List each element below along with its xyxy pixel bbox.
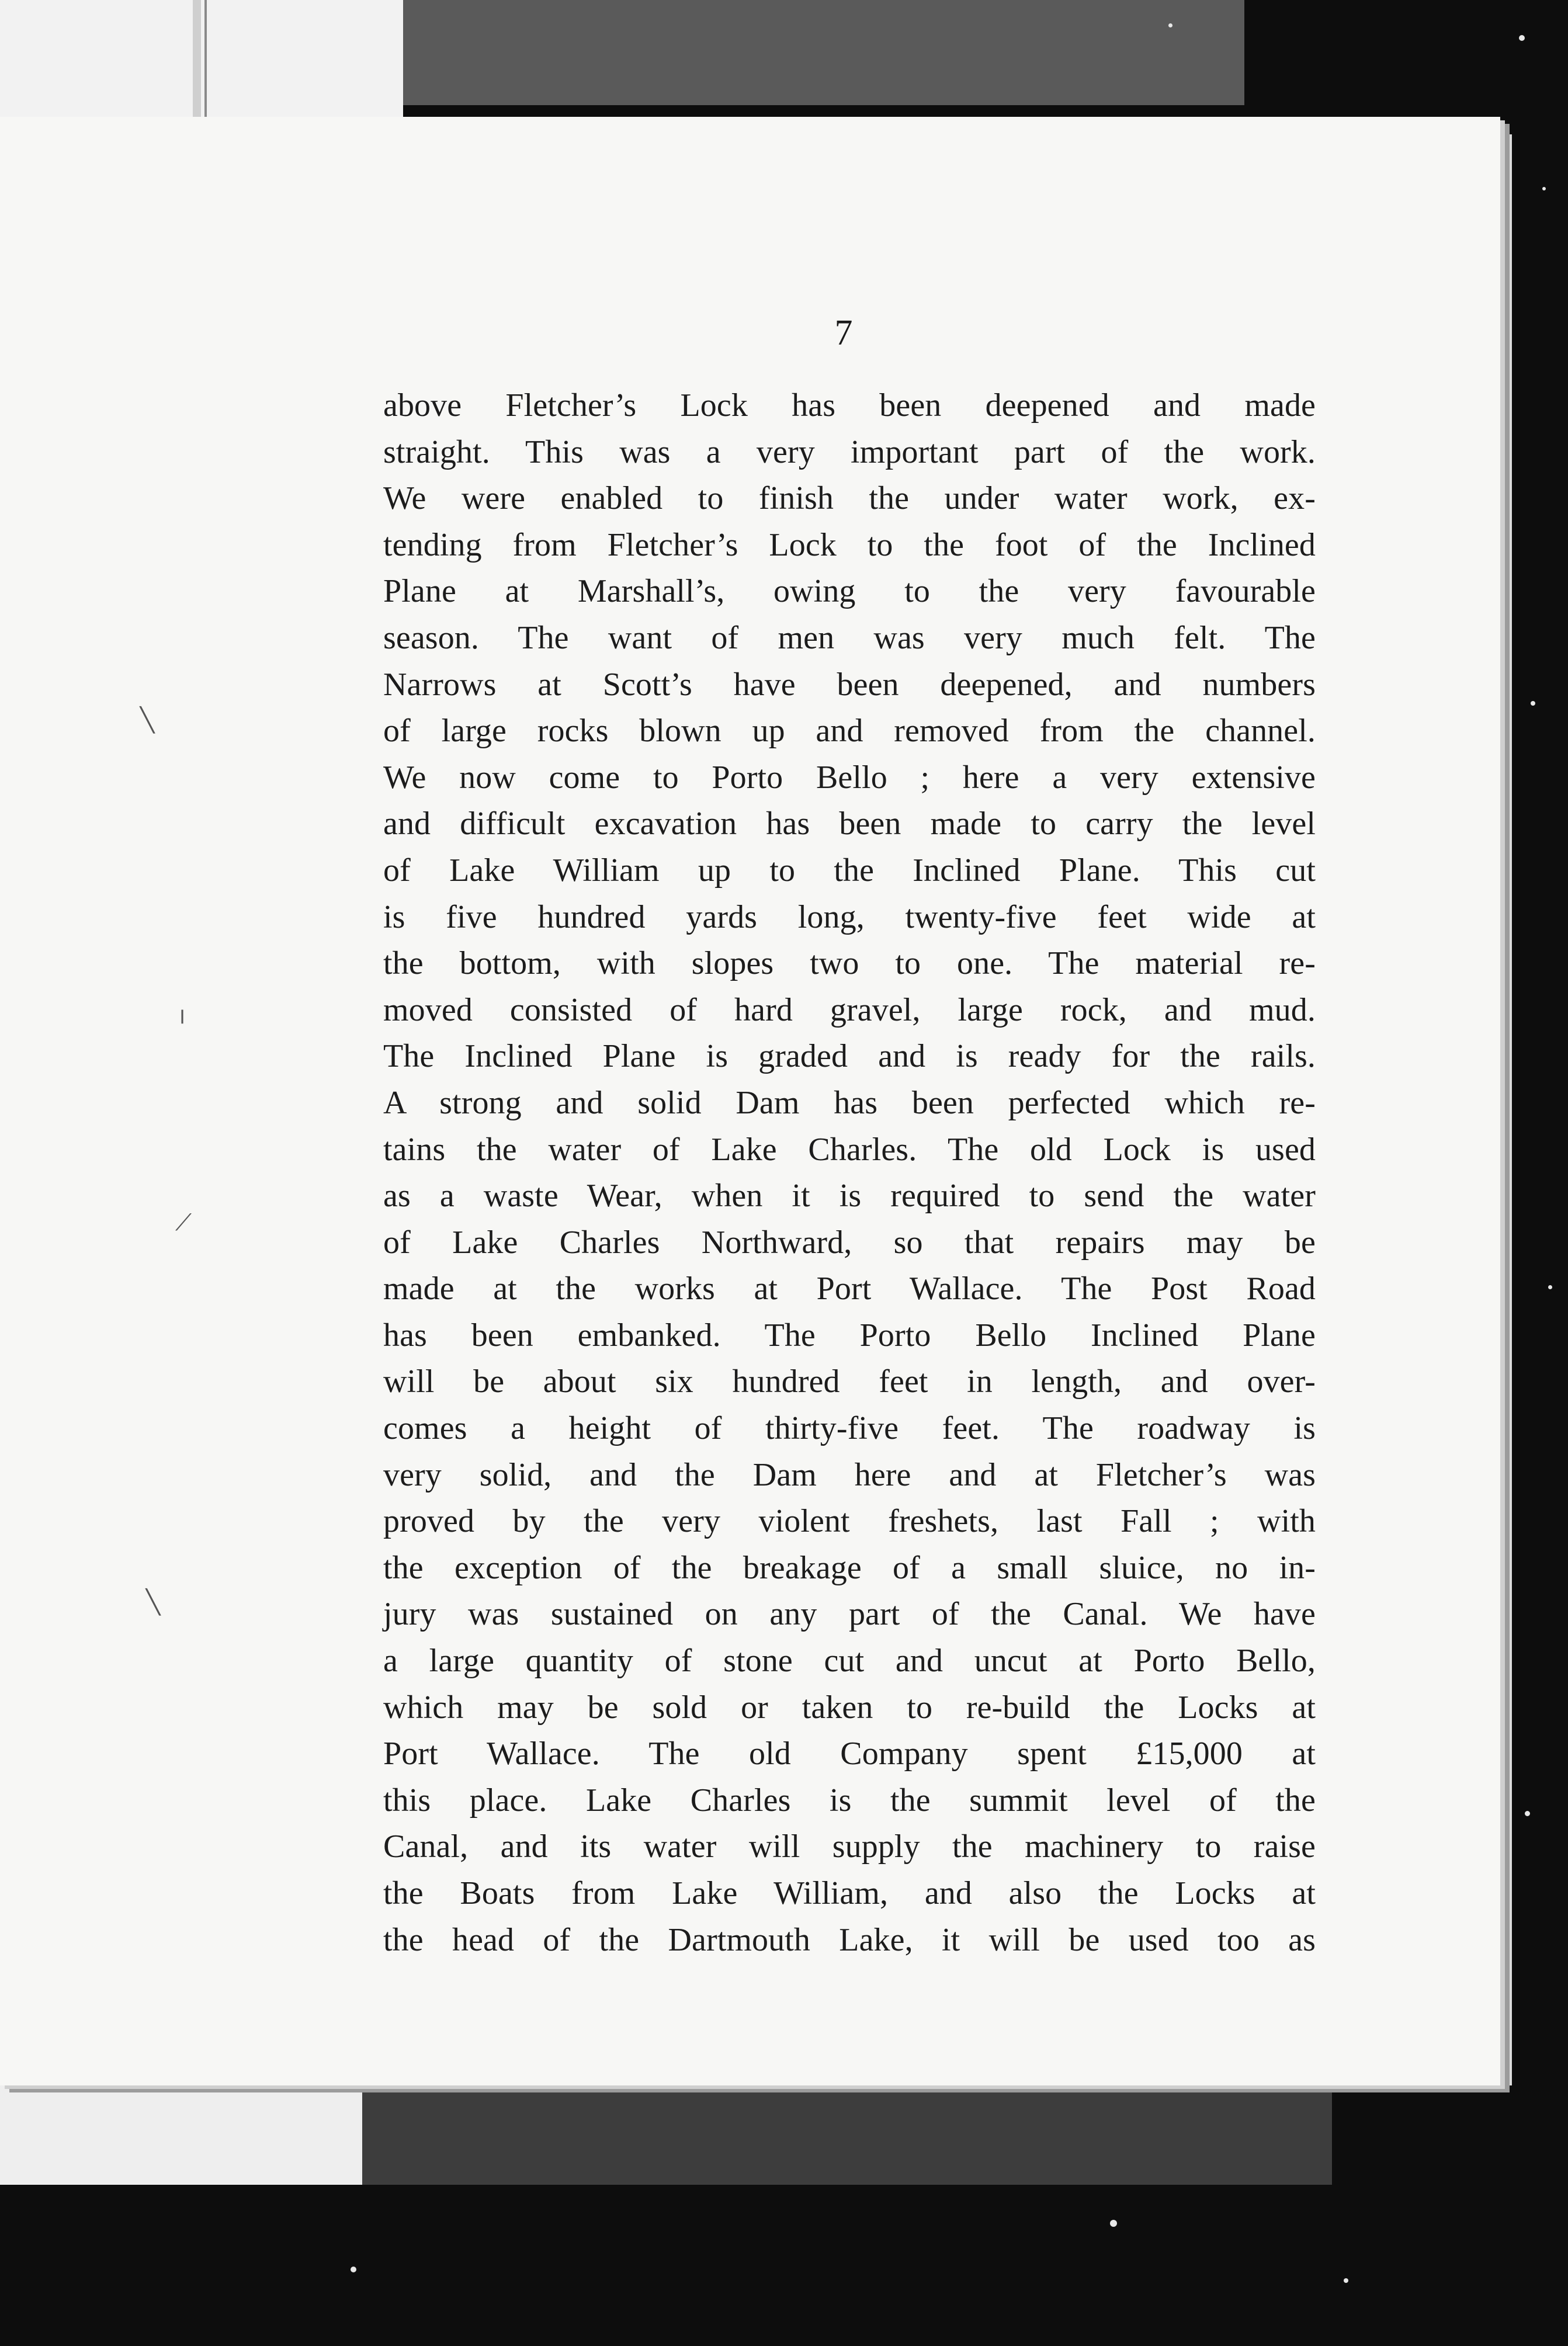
text-line: as a waste Wear, when it is required to send the water [383,1178,1316,1214]
text-line: of Lake William up to the Inclined Plane. This cut [383,852,1316,889]
text-line: comes a height of thirty-five feet. The roadway is [383,1410,1316,1447]
scan-speckle [1344,2278,1348,2283]
text-line: the Boats from Lake William, and also the Locks at [383,1875,1316,1911]
text-line: of Lake Charles Northward, so that repairs may be [383,1224,1316,1261]
text-line: proved by the very violent freshets, last Fall ; with [383,1503,1316,1540]
back-page-bottom [0,2068,362,2185]
margin-mark-icon: ╲ [146,1589,161,1616]
margin-mark-icon: ╲ [140,707,155,734]
text-line: The Inclined Plane is graded and is ready for the rails. [383,1038,1316,1075]
text-line: a large quantity of stone cut and uncut at Porto Bello, [383,1643,1316,1679]
page-number: 7 [834,313,853,353]
text-line: very solid, and the Dam here and at Fletcher’s was [383,1456,1316,1493]
text-line: straight. This was a very important part of the work. [383,433,1316,470]
text-line: which may be sold or taken to re-build the Locks at [383,1689,1316,1726]
text-line: the bottom, with slopes two to one. The material re- [383,945,1316,982]
scan-speckle [1525,1811,1530,1816]
page-edge [1500,134,1512,2085]
margin-mark-icon: ╵ [175,1011,190,1037]
text-line: tending from Fletcher’s Lock to the foot of the Inclined [383,526,1316,563]
text-line: the head of the Dartmouth Lake, it will be used too as [383,1921,1316,1958]
text-line: Port Wallace. The old Company spent £15,000 at [383,1736,1316,1772]
scan-speckle [1110,2220,1117,2227]
text-line: will be about six hundred feet in length, and over- [383,1363,1316,1400]
margin-mark-icon: ⟋ [175,1209,192,1236]
text-line: Canal, and its water will supply the machinery to raise [383,1828,1316,1865]
text-line: and difficult excavation has been made to carry the level [383,806,1316,842]
back-page-bottom-strip [362,2080,1332,2185]
text-line: above Fletcher’s Lock has been deepened and made [383,387,1316,424]
text-line: this place. Lake Charles is the summit level of the [383,1782,1316,1819]
scan-speckle [1168,23,1172,27]
text-line: made at the works at Port Wallace. The Post Road [383,1271,1316,1307]
scan-speckle [1519,35,1525,41]
back-page-top-strip [403,0,1244,105]
text-line: Plane at Marshall’s, owing to the very favourable [383,573,1316,610]
scan-speckle [1531,701,1535,706]
text-line: moved consisted of hard gravel, large rock, and mud. [383,991,1316,1028]
text-line: tains the water of Lake Charles. The old Lock is used [383,1131,1316,1168]
text-line: Narrows at Scott’s have been deepened, and numbers [383,666,1316,703]
text-line: We now come to Porto Bello ; here a very extensive [383,759,1316,796]
text-line: of large rocks blown up and removed from the channel. [383,713,1316,749]
scan-speckle [1542,187,1546,190]
text-line: is five hundred yards long, twenty-five feet wide at [383,898,1316,935]
scan-speckle [1548,1285,1552,1289]
page-body-text [383,383,1316,1963]
text-line: has been embanked. The Porto Bello Inclined Plane [383,1317,1316,1354]
text-line: jury was sustained on any part of the Canal. We have [383,1596,1316,1633]
text-line: season. The want of men was very much felt. The [383,619,1316,656]
text-line: the exception of the breakage of a small sluice, no in- [383,1549,1316,1586]
text-line: We were enabled to finish the under water work, ex- [383,480,1316,517]
scan-speckle [351,2267,356,2272]
text-line: A strong and solid Dam has been perfected which re- [383,1084,1316,1121]
